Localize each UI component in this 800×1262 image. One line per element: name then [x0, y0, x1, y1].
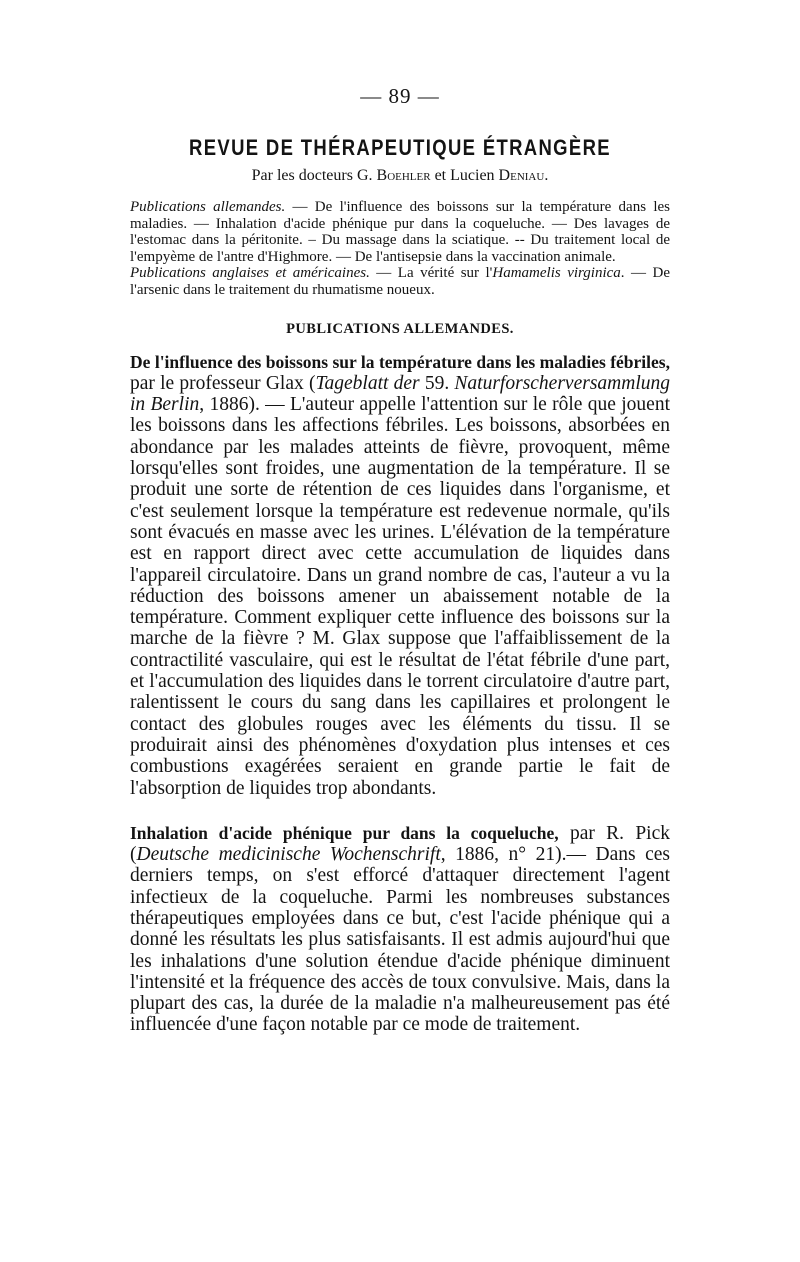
document-page — [130, 84, 670, 1036]
author-boehler: Boehler — [376, 167, 431, 184]
author-deniau: Deniau — [498, 167, 545, 184]
article-intro: par R. Pick ( — [130, 822, 671, 866]
summary-english — [130, 265, 670, 298]
summary-english-items-2: . — De l'arsenic dans le traitement du rhumatisme noueux. — [130, 265, 670, 298]
article-source-2: Naturforscherversammlung in Berlin — [130, 372, 670, 416]
authors-prefix: Par les docteurs G. — [251, 167, 373, 184]
summary-german-items: — De l'influence des boissons sur la température dans les maladies. — Inhalation d'acide phénique pur dans la coqueluche. — Des lavages de l'estomac dans la péritonite. – Du massage dans la sciatique. -- Du traitement local de l'empyème de l'antre d'Highmore. — De l'antisepsie dans la vaccination animale. — [130, 199, 670, 265]
article-intro: par le professeur Glax ( — [130, 372, 316, 394]
article-source-mid: 59. — [419, 372, 455, 394]
summary-english-label: Publications anglaises et américaines. — [130, 265, 370, 282]
article-title: Inhalation d'acide phénique pur dans la coqueluche, — [130, 822, 559, 843]
article-source-end: , 1886). — — [199, 394, 290, 416]
article-source-end: , 1886, n° 21).— — [440, 844, 596, 866]
authors-suffix: . — [544, 167, 549, 184]
page-number: — 89 — — [360, 84, 440, 108]
article-source: Tageblatt der — [315, 372, 420, 394]
authors-joiner: et Lucien — [434, 167, 495, 184]
section-heading: PUBLICATIONS ALLEMANDES. — [286, 320, 514, 337]
article-source: Deutsche medicinische Wochenschrift — [136, 844, 441, 866]
authors-line — [130, 167, 670, 185]
journal-title: REVUE DE THÉRAPEUTIQUE ÉTRANGÈRE — [189, 135, 611, 160]
table-of-contents-summary — [130, 199, 670, 299]
summary-german — [130, 199, 670, 265]
summary-english-items-1: — La vérité sur l' — [369, 265, 493, 282]
article-phenic-acid — [130, 823, 670, 1036]
article-body: Dans ces derniers temps, on s'est efforcé d'attaquer directement l'agent infectieux de la coqueluche. Parmi les nombreuses substances thérapeutiques employées dans ce but, c'est l'acide phénique qui a donné les résultats les plus satisfaisants. Il est admis aujourd'hui que les inhalations d'une solution étendue d'acide phénique diminuent l'intensité et la fréquence des accès de toux convulsive. Mais, dans la plupart des cas, la durée de la maladie n'a malheureusement pas été influencée d'une façon notable par ce mode de traitement. — [130, 844, 670, 1036]
article-title: De l'influence des boissons sur la température dans les maladies fébriles, — [130, 351, 670, 372]
summary-hamamelis: Hamamelis virginica — [492, 265, 621, 282]
article-fever-drinks — [130, 352, 670, 799]
article-body: L'auteur appelle l'attention sur le rôle que jouent les boissons dans les affections fébriles. Les boissons, absorbées en abondance par les malades atteints de fièvre, provoquent, même lorsqu'elles sont froides, une augmentation de la température. Il se produit une sorte de rétention de ces liquides dans l'organisme, et c'est seulement lorsque la température est redevenue normale, qu'ils sont évacués en masse avec les urines. L'élévation de la température est en rapport direct avec cette accumulation de liquides dans l'appareil circulatoire. Dans un grand nombre de cas, l'auteur a vu la réduction des boissons amener un abaissement notable de la température. Comment expliquer cette influence des boissons sur la marche de la fièvre ? M. Glax suppose que l'affaiblissement de la contractilité vasculaire, qui est le résultat de l'état fébrile d'une part, et l'accumulation des liquides dans le torrent circulatoire d'autre part, ralentissent le cours du sang dans les capillaires et prolongent le contact des globules rouges avec les éléments du tissu. Il se produirait ainsi des phénomènes d'oxydation plus intenses et ces combustions exagérées seraient en grande partie le fait de l'absorption de liquides trop abondants. — [130, 394, 670, 799]
summary-german-label: Publications allemandes. — [130, 199, 286, 215]
